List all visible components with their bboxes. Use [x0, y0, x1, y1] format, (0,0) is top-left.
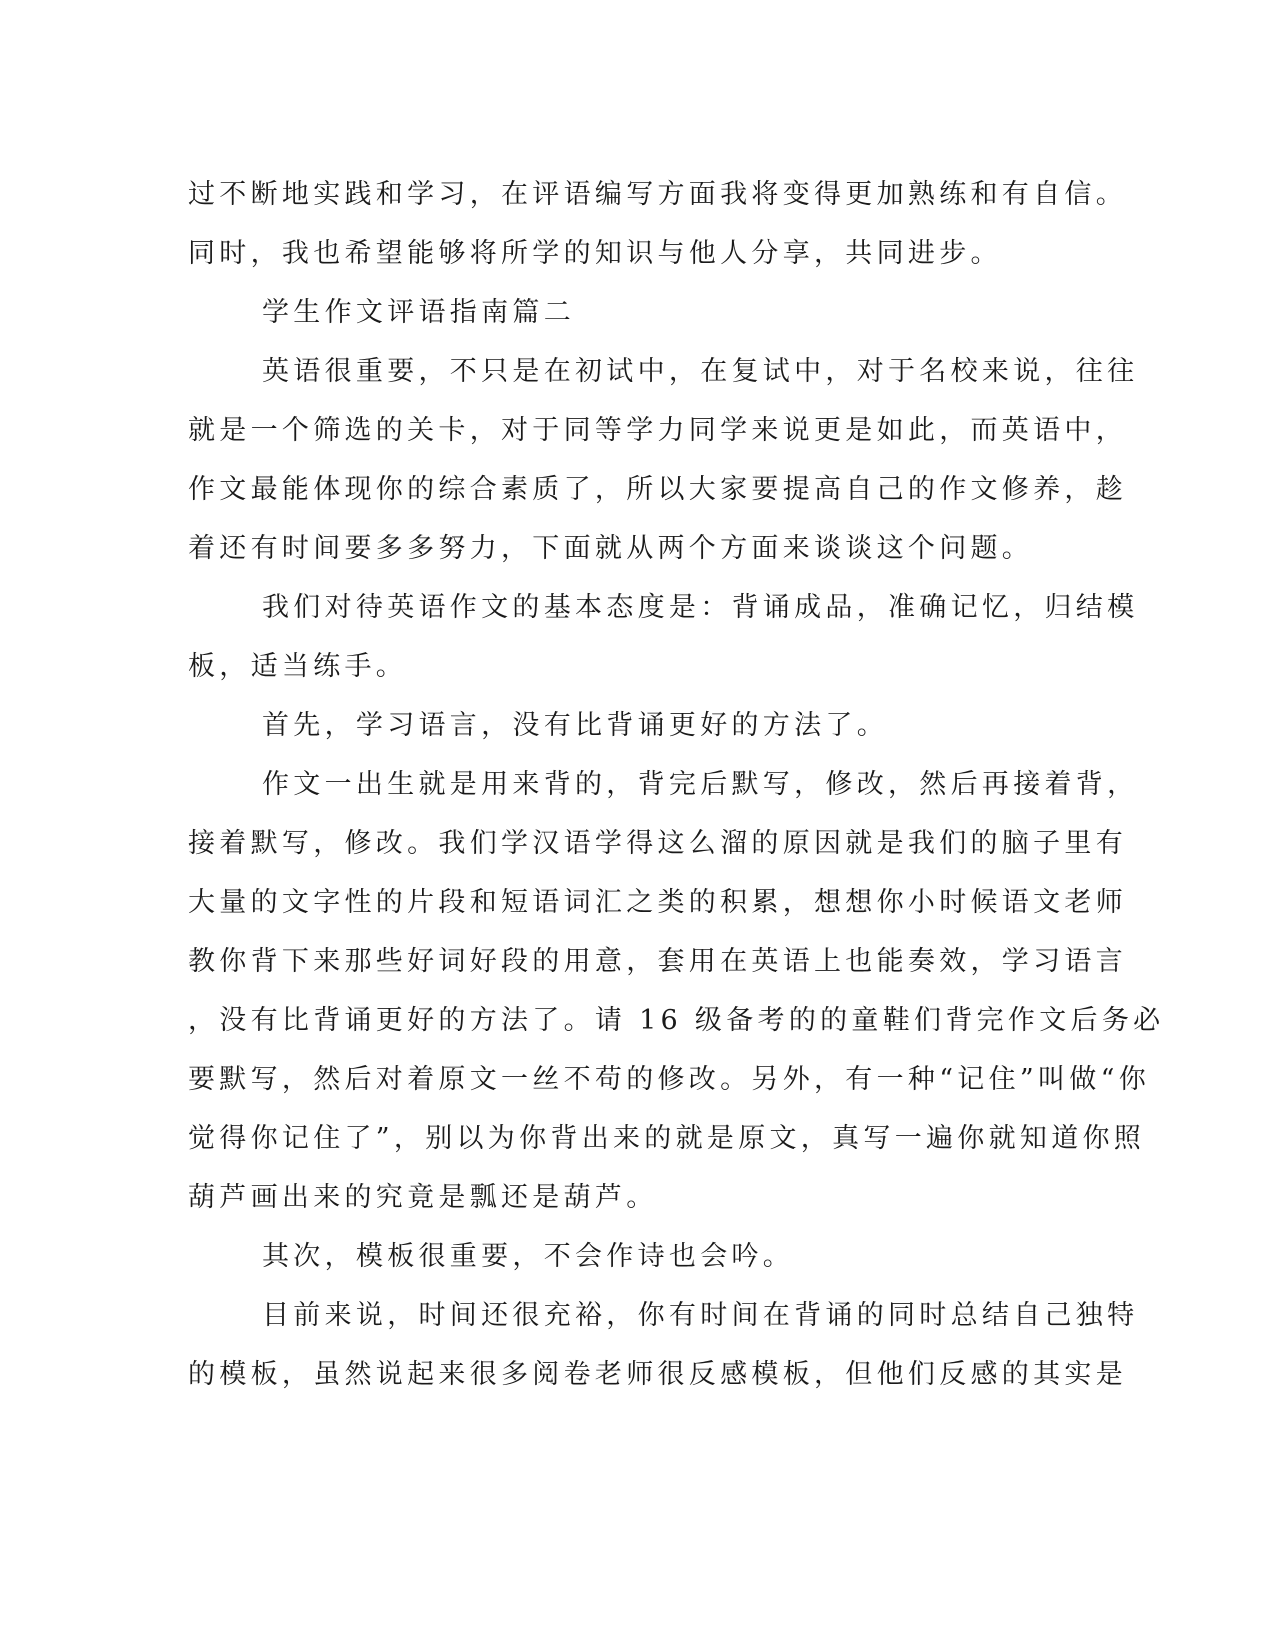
- text-line: 作文一出生就是用来背的，背完后默写，修改，然后再接着背，: [262, 769, 1139, 800]
- text-line: 接着默写，修改。我们学汉语学得这么溜的原因就是我们的脑子里有: [188, 828, 1127, 859]
- document-body: [188, 165, 1165, 1404]
- section-heading: 学生作文评语指南篇二: [262, 297, 575, 328]
- text-line: 首先，学习语言，没有比背诵更好的方法了。: [262, 710, 888, 741]
- text-line: 英语很重要，不只是在初试中，在复试中，对于名校来说，往往: [262, 356, 1139, 387]
- text-line: 作文最能体现你的综合素质了，所以大家要提高自己的作文修养，趁: [188, 474, 1127, 505]
- text-line: 大量的文字性的片段和短语词汇之类的积累，想想你小时候语文老师: [188, 887, 1127, 918]
- text-line: 葫芦画出来的究竟是瓢还是葫芦。: [188, 1182, 658, 1213]
- text-line: ，没有比背诵更好的方法了。请 16 级备考的的童鞋们背完作文后务必: [188, 1005, 1165, 1036]
- text-line: 就是一个筛选的关卡，对于同等学力同学来说更是如此，而英语中，: [188, 415, 1127, 446]
- text-line: 要默写，然后对着原文一丝不苟的修改。另外，有一种“记住”叫做“你: [188, 1064, 1151, 1095]
- text-line: 板，适当练手。: [188, 651, 408, 682]
- text-line: 教你背下来那些好词好段的用意，套用在英语上也能奏效，学习语言: [188, 946, 1127, 977]
- text-line: 的模板，虽然说起来很多阅卷老师很反感模板，但他们反感的其实是: [188, 1359, 1127, 1390]
- text-line: 目前来说，时间还很充裕，你有时间在背诵的同时总结自己独特: [262, 1300, 1139, 1331]
- text-line: 同时，我也希望能够将所学的知识与他人分享，共同进步。: [188, 238, 1002, 269]
- text-line: 我们对待英语作文的基本态度是：背诵成品，准确记忆，归结模: [262, 592, 1139, 623]
- text-line: 其次，模板很重要，不会作诗也会吟。: [262, 1241, 795, 1272]
- text-line: 觉得你记住了”，别以为你背出来的就是原文，真写一遍你就知道你照: [188, 1123, 1146, 1154]
- text-line: 着还有时间要多多努力，下面就从两个方面来谈谈这个问题。: [188, 533, 1034, 564]
- text-line: 过不断地实践和学习，在评语编写方面我将变得更加熟练和有自信。: [188, 179, 1127, 210]
